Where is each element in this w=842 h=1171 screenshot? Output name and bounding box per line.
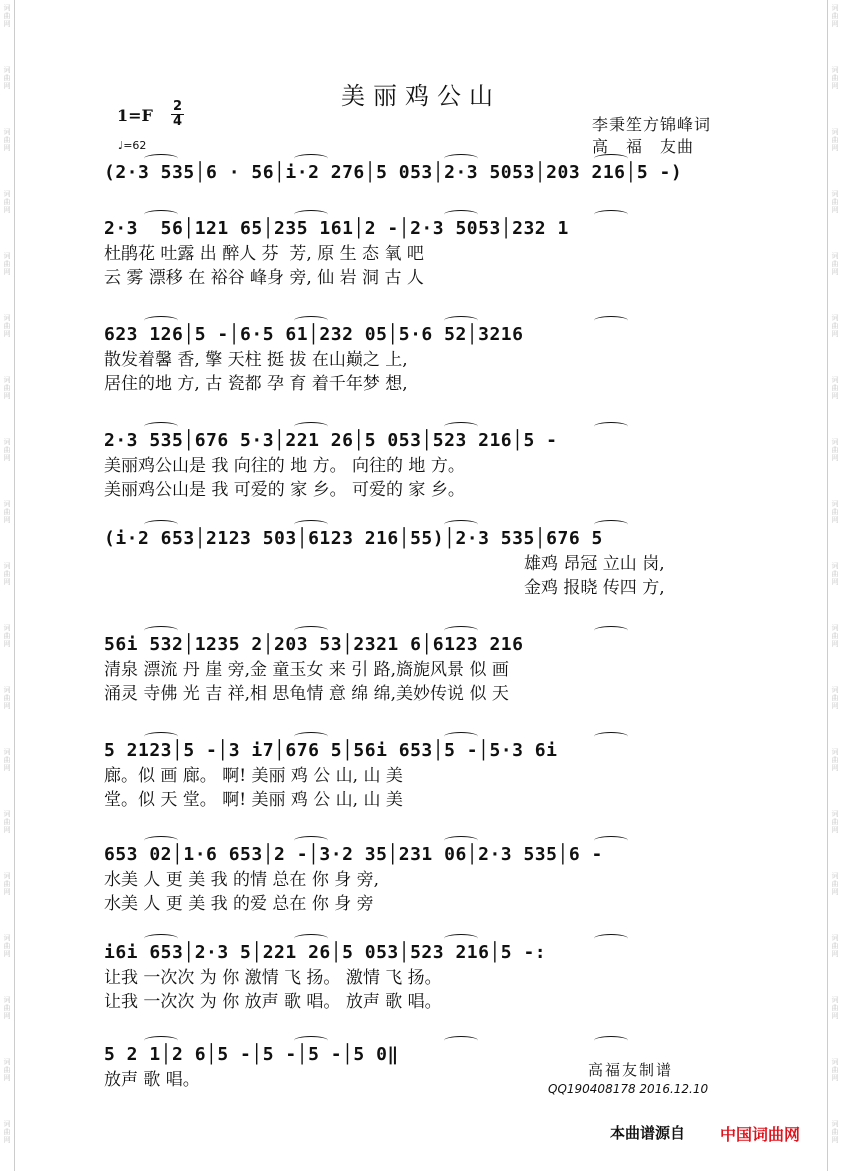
tempo-mark: ♩=62 [118, 139, 147, 152]
score-line [104, 842, 740, 916]
watermark-text: 词 曲 网 [3, 810, 11, 834]
slur-mark [294, 1036, 328, 1045]
slur-mark [144, 520, 178, 529]
lyric-line: 杜鹃花 吐露 出 醉人 芬 芳, 原 生 态 氧 吧 [104, 244, 424, 264]
watermark-text: 词 曲 网 [831, 252, 839, 276]
watermark-text: 词 曲 网 [831, 4, 839, 28]
watermark-text: 词 曲 网 [831, 1120, 839, 1144]
slur-mark [144, 1036, 178, 1045]
slur-mark [294, 836, 328, 845]
watermark-text: 词 曲 网 [3, 252, 11, 276]
watermark-text: 词 曲 网 [831, 128, 839, 152]
slur-mark [594, 520, 628, 529]
watermark-text: 词 曲 网 [3, 624, 11, 648]
watermark-text: 词 曲 网 [3, 4, 11, 28]
watermark-text: 词 曲 网 [3, 314, 11, 338]
slur-mark [444, 732, 478, 741]
slur-mark [144, 422, 178, 431]
slur-mark [144, 210, 178, 219]
composer-credit: 高 福 友曲 [592, 137, 695, 156]
slur-mark [594, 836, 628, 845]
slur-mark [444, 1036, 478, 1045]
notation-line: i6i 653│2·3 5│221 26│5 053│523 216│5 -: [104, 942, 547, 963]
lyric-line: 云 雾 漂移 在 裕谷 峰身 旁, 仙 岩 洞 古 人 [104, 268, 424, 288]
notation-line: (2·3 535│6 · 56│i·2 276│5 053│2·3 5053│203 216│5 -) [104, 162, 683, 183]
lyric-line: 廊。似 画 廊。 啊! 美丽 鸡 公 山, 山 美 [104, 766, 403, 786]
slur-mark [444, 836, 478, 845]
slur-mark [594, 1036, 628, 1045]
slur-mark [444, 520, 478, 529]
slur-mark [144, 836, 178, 845]
lyric-line: 散发着馨 香, 擎 天柱 挺 拔 在山巅之 上, [104, 350, 408, 370]
score-line [104, 160, 740, 186]
watermark-text: 词 曲 网 [3, 128, 11, 152]
slur-mark [444, 934, 478, 943]
slur-mark [144, 316, 178, 325]
score-line [104, 632, 740, 706]
slur-mark [594, 422, 628, 431]
slur-mark [594, 316, 628, 325]
slur-mark [294, 422, 328, 431]
slur-mark [294, 316, 328, 325]
watermark-text: 词 曲 网 [831, 66, 839, 90]
slur-mark [444, 210, 478, 219]
notation-line: 56i 532│1235 2│203 53│2321 6│6123 216 [104, 634, 524, 655]
watermark-text: 词 曲 网 [831, 872, 839, 896]
contact-date-note: QQ190408178 2016.12.10 [548, 1082, 709, 1096]
slur-mark [294, 210, 328, 219]
slur-mark [144, 934, 178, 943]
watermark-text: 词 曲 网 [831, 190, 839, 214]
slur-mark [594, 626, 628, 635]
notation-line: 2·3 535│676 5·3│221 26│5 053│523 216│5 - [104, 430, 558, 451]
lyric-line: 放声 歌 唱。 [104, 1070, 200, 1090]
slur-mark [444, 626, 478, 635]
slur-mark [594, 210, 628, 219]
score-line [104, 738, 740, 812]
slur-mark [294, 626, 328, 635]
watermark-text: 词 曲 网 [3, 190, 11, 214]
notation-line: 2·3 56│121 65│235 161│2 -│2·3 5053│232 1 [104, 218, 569, 239]
left-margin-strip [0, 0, 15, 1171]
lyric-line: 美丽鸡公山是 我 向往的 地 方。 向往的 地 方。 [104, 456, 465, 476]
lyricist-credit: 李秉笙方锦峰词 [592, 115, 712, 134]
score-maker-credit: 高福友制谱 [588, 1061, 674, 1079]
watermark-text: 词 曲 网 [831, 748, 839, 772]
notation-line: 5 2123│5 -│3 i7│676 5│56i 653│5 -│5·3 6i [104, 740, 558, 761]
lyric-line: 让我 一次次 为 你 激情 飞 扬。 激情 飞 扬。 [104, 968, 442, 988]
slur-mark [294, 732, 328, 741]
time-signature [171, 100, 184, 129]
score-line [104, 428, 740, 502]
watermark-text: 词 曲 网 [831, 562, 839, 586]
watermark-text: 词 曲 网 [831, 376, 839, 400]
lyric-line: 金鸡 报晓 传四 方, [524, 578, 665, 598]
watermark-text: 词 曲 网 [3, 376, 11, 400]
watermark-text: 词 曲 网 [831, 624, 839, 648]
slur-mark [144, 626, 178, 635]
watermark-text: 词 曲 网 [3, 438, 11, 462]
watermark-text: 词 曲 网 [3, 996, 11, 1020]
song-title: 美丽鸡公山 [341, 82, 501, 110]
watermark-text: 词 曲 网 [831, 686, 839, 710]
watermark-text: 词 曲 网 [3, 872, 11, 896]
slur-mark [444, 316, 478, 325]
watermark-text: 词 曲 网 [3, 1120, 11, 1144]
watermark-text: 词 曲 网 [831, 934, 839, 958]
source-label: 本曲谱源自 [610, 1124, 686, 1142]
watermark-text: 词 曲 网 [3, 1058, 11, 1082]
watermark-text: 词 曲 网 [831, 1058, 839, 1082]
watermark-text: 词 曲 网 [3, 562, 11, 586]
right-margin-strip [827, 0, 842, 1171]
watermark-text: 词 曲 网 [3, 686, 11, 710]
notation-line: 5 2 1│2 6│5 -│5 -│5 -│5 0‖ [104, 1044, 399, 1065]
watermark-text: 词 曲 网 [831, 810, 839, 834]
watermark-text: 词 曲 网 [831, 314, 839, 338]
meter-bottom: 4 [173, 114, 183, 129]
lyric-line: 雄鸡 昂冠 立山 岗, [524, 554, 665, 574]
slur-mark [294, 934, 328, 943]
site-name[interactable]: 中国词曲网 [720, 1125, 801, 1144]
slur-mark [294, 520, 328, 529]
notation-line: 623 126│5 -│6·5 61│232 05│5·6 52│3216 [104, 324, 524, 345]
key-signature: 1=F [117, 106, 153, 125]
lyric-line: 水美 人 更 美 我 的爱 总在 你 身 旁 [104, 894, 374, 914]
watermark-text: 词 曲 网 [3, 934, 11, 958]
lyric-line: 清泉 漂流 丹 崖 旁,金 童玉女 来 引 路,旖旎风景 似 画 [104, 660, 509, 680]
slur-mark [144, 732, 178, 741]
slur-mark [594, 934, 628, 943]
watermark-text: 词 曲 网 [3, 500, 11, 524]
score-line [104, 526, 740, 600]
watermark-text: 词 曲 网 [3, 748, 11, 772]
slur-mark [144, 154, 178, 163]
lyric-line: 居住的地 方, 古 瓷都 孕 育 着千年梦 想, [104, 374, 408, 394]
watermark-text: 词 曲 网 [831, 500, 839, 524]
lyric-line: 涌灵 寺佛 光 吉 祥,相 思龟情 意 绵 绵,美妙传说 似 天 [104, 684, 509, 704]
watermark-text: 词 曲 网 [3, 66, 11, 90]
slur-mark [444, 154, 478, 163]
slur-mark [444, 422, 478, 431]
watermark-text: 词 曲 网 [831, 996, 839, 1020]
score-line [104, 940, 740, 1014]
meter-top: 2 [173, 99, 183, 114]
lyric-line: 美丽鸡公山是 我 可爱的 家 乡。 可爱的 家 乡。 [104, 480, 465, 500]
notation-line: 653 02│1·6 653│2 -│3·2 35│231 06│2·3 535│6 - [104, 844, 603, 865]
lyric-line: 水美 人 更 美 我 的情 总在 你 身 旁, [104, 870, 380, 890]
score-line [104, 216, 740, 290]
slur-mark [594, 154, 628, 163]
watermark-text: 词 曲 网 [831, 438, 839, 462]
score-line [104, 322, 740, 396]
slur-mark [294, 154, 328, 163]
lyric-line: 让我 一次次 为 你 放声 歌 唱。 放声 歌 唱。 [104, 992, 442, 1012]
lyric-line: 堂。似 天 堂。 啊! 美丽 鸡 公 山, 山 美 [104, 790, 403, 810]
slur-mark [594, 732, 628, 741]
notation-line: (i·2 653│2123 503│6123 216│55)│2·3 535│676 5 [104, 528, 603, 549]
